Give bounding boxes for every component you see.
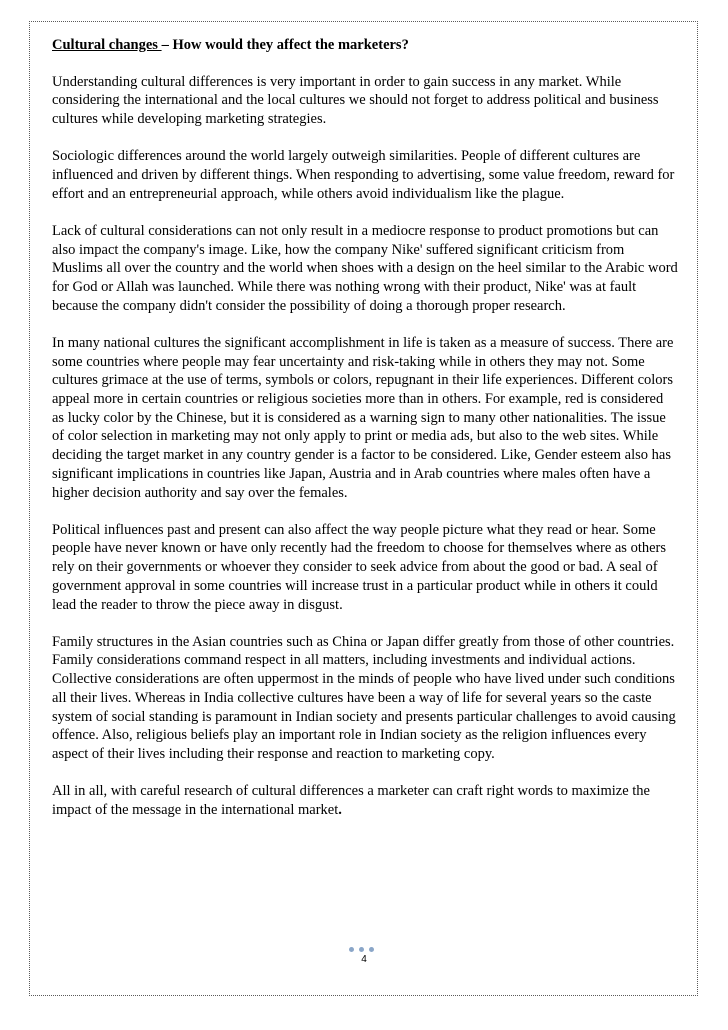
footer-dot (359, 947, 364, 952)
page-number: 4 (361, 954, 367, 965)
footer-dot (349, 947, 354, 952)
paragraph-political-influences: Political influences past and present can also affect the way people picture what they read or hear. Some people have never known or have only recently had the freedom to choose for themselves where as others rely on their governments or whoever they consider to seek advice from about the good or bad. A seal of government approval in some countries will increase trust in a particular product while in others it could lead the reader to throw the piece away in disgust. (52, 521, 667, 613)
conclusion-period: . (338, 801, 342, 818)
paragraph-sociologic: Sociologic differences around the world largely outweigh similarities. People of different cultures are influenced and driven by different things. When responding to advertising, some value freedom, reward for effort and an entrepreneurial approach, while others avoid individualism like the plague. (52, 148, 675, 202)
document-body (52, 36, 678, 838)
page-heading (52, 36, 678, 55)
paragraph-intro: Understanding cultural differences is very important in order to gain success in any market. While considering the international and the local cultures we should not forget to address political and business cultures while developing marketing strategies. (52, 73, 659, 128)
heading-subtitle: – How would they affect the marketers? (161, 37, 409, 53)
footer-dot (369, 947, 374, 952)
paragraph-family-structures: Family structures in the Asian countries such as China or Japan differ greatly from those of other countries. Family considerations command respect in all matters, including investments and individual actions. Collective considerations are often uppermost in the minds of people who have lived under such conditions all their lives. Whereas in India collective cultures have been a way of life for several years so the caste system of social standing is paramount in Indian society and presents particular challenges to avoid causing offence. Also, religious beliefs play an important role in Indian society as the religion influences every aspect of their lives including their response and reaction to marketing copy. (52, 633, 676, 762)
paragraph-nike-example: Lack of cultural considerations can not only result in a mediocre response to product promotions but can also impact the company's image. Like, how the company Nike' suffered significant criticism from Muslims all over the country and the world when shoes with a design on the heel similar to the Arabic word for God or Allah was launched. While there was nothing wrong with their product, Nike' was at fault because the company didn't consider the possibility of doing a thorough proper research. (52, 222, 678, 314)
heading-title: Cultural changes (52, 37, 162, 53)
paragraph-national-cultures: In many national cultures the significant accomplishment in life is taken as a measure of success. There are some countries where people may fear uncertainty and risk-taking while in others they may not. Some cultures grimace at the use of terms, symbols or colors, repugnant in their life experiences. Different colors appeal more in certain countries or religious societies more than in others. For example, red is considered as lucky color by the Chinese, but it is considered as a warning sign to many other nationalities. The issue of color selection in marketing may not only apply to print or media ads, but also to the web sites. While deciding the target market in any country gender is a factor to be considered. Like, Gender esteem also has significant implications in countries like Japan, Austria and in Arab countries where males often have a higher decision authority and say over the females. (52, 334, 674, 501)
conclusion-text: All in all, with careful research of cultural differences a marketer can craft right words to maximize the impact of the message in the international market (52, 783, 650, 818)
paragraph-conclusion (52, 782, 678, 819)
